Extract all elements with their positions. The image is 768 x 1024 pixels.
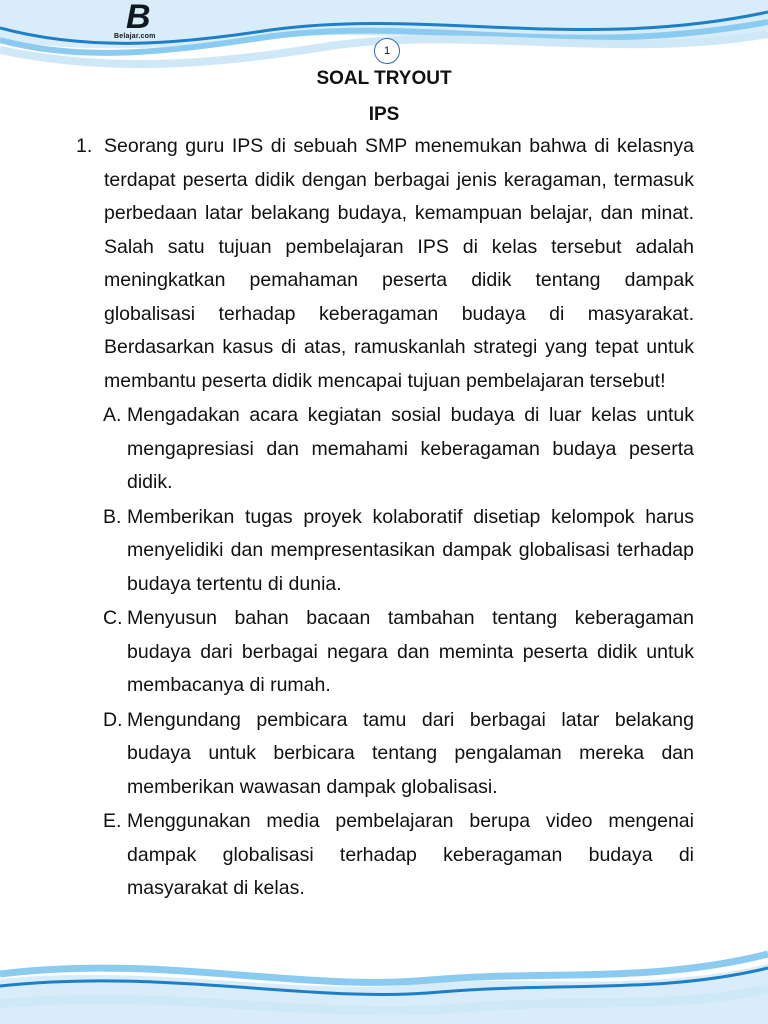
option-b <box>103 501 694 602</box>
question-text: Seorang guru IPS di sebuah SMP menemukan bahwa di kelasnya terdapat peserta didik dengan berbagai jenis keragaman, termasuk perbedaan latar belakang budaya, kemampuan belajar, dan minat. Salah satu tujuan pembelajaran IPS di kelas tersebut adalah meningkatkan pemahaman peserta didik tentang dampak globalisasi terhadap keberagaman budaya di masyarakat. Berdasarkan kasus di atas, ramuskanlah strategi yang tepat untuk membantu peserta didik mencapai tujuan pembelajaran tersebut! <box>104 135 694 392</box>
option-text: Mengadakan acara kegiatan sosial budaya di luar kelas untuk mengapresiasi dan memahami keberagaman budaya peserta didik. <box>127 404 694 493</box>
logo-text: Belajar.com <box>114 33 156 40</box>
question-block <box>0 130 768 906</box>
option-e <box>103 805 694 906</box>
option-c <box>103 602 694 703</box>
question-1 <box>76 130 694 398</box>
option-letter: C. <box>103 607 123 629</box>
option-letter: A. <box>103 404 122 426</box>
option-letter: E. <box>103 810 122 832</box>
option-letter: D. <box>103 708 123 731</box>
option-a <box>103 399 694 500</box>
option-text: Menggunakan media pembelajaran berupa video mengenai dampak globalisasi terhadap keberagaman budaya di masyarakat di kelas. <box>127 810 694 899</box>
option-d <box>103 704 694 805</box>
page-number: 1 <box>374 38 400 64</box>
option-letter: B. <box>103 505 122 528</box>
belajar-logo <box>112 0 172 40</box>
option-text: Memberikan tugas proyek kolaboratif disetiap kelompok harus menyelidiki dan mempresentasikan dampak globalisasi terhadap budaya tertentu di dunia. <box>127 505 694 595</box>
question-number: 1. <box>76 135 93 157</box>
subject-title: IPS <box>368 104 400 125</box>
logo-letter: B <box>126 0 151 36</box>
document-title: SOAL TRYOUT <box>316 68 452 89</box>
option-text: Mengundang pembicara tamu dari berbagai latar belakang budaya untuk berbicara tentang pengalaman mereka dan memberikan wawasan dampak globalisasi. <box>127 708 694 798</box>
option-text: Menyusun bahan bacaan tambahan tentang keberagaman budaya dari berbagai negara dan meminta peserta didik untuk membacanya di rumah. <box>127 607 694 696</box>
bottom-wave-decoration <box>0 924 768 1024</box>
